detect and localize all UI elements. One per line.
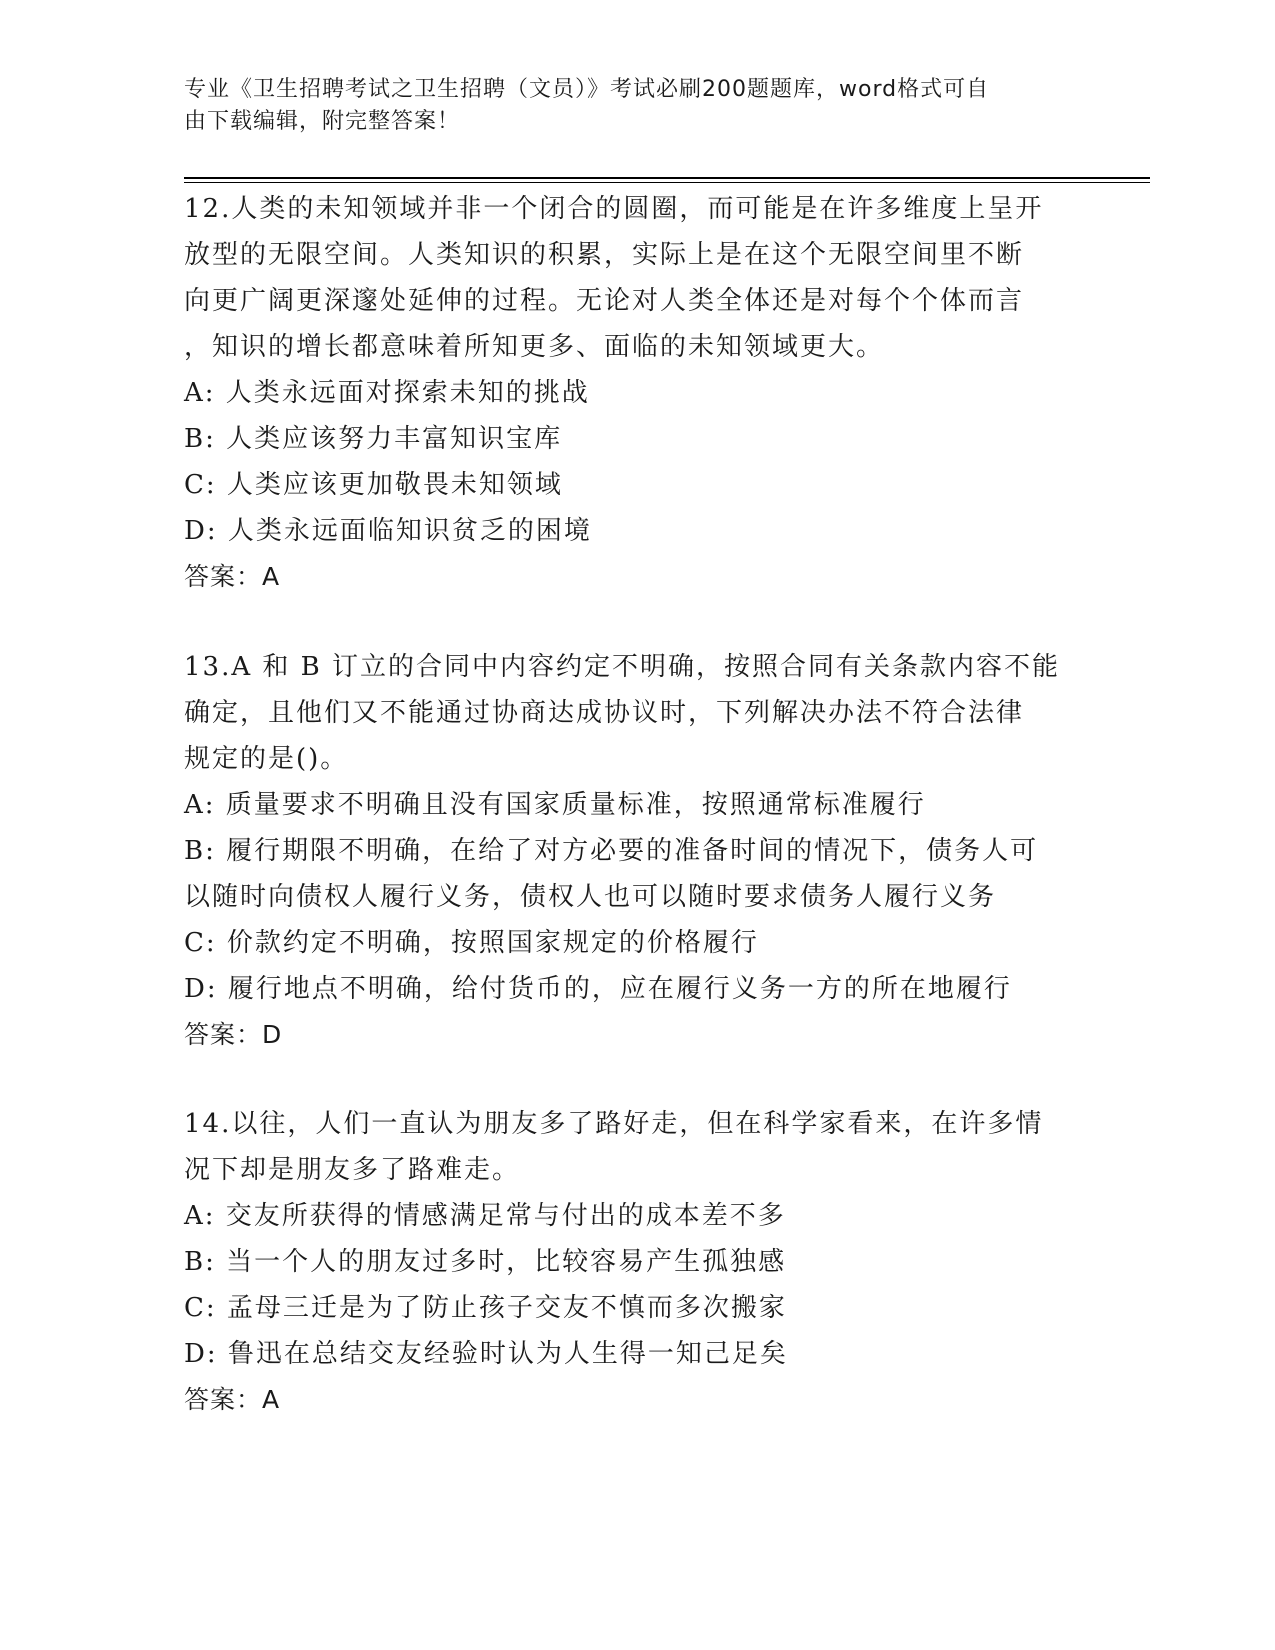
question-stem-line: 规定的是()。	[184, 744, 349, 774]
question-stem-line: 13.A 和 B 订立的合同中内容约定不明确，按照合同有关条款内容不能	[184, 652, 1061, 682]
option-d: D: 人类永远面临知识贫乏的困境	[184, 516, 592, 546]
option-c: C: 孟母三迁是为了防止孩子交友不慎而多次搬家	[184, 1293, 787, 1323]
question-stem-line: 向更广阔更深邃处延伸的过程。无论对人类全体还是对每个个体而言	[184, 286, 1025, 316]
question-stem-line: 放型的无限空间。人类知识的积累，实际上是在这个无限空间里不断	[184, 240, 1025, 270]
document-header: 专业《卫生招聘考试之卫生招聘（文员）》考试必刷200题题库，word格式可自 由下载编辑，附完整答案！	[184, 77, 990, 134]
option-a: A: 人类永远面对探索未知的挑战	[184, 378, 590, 408]
option-c: C: 价款约定不明确，按照国家规定的价格履行	[184, 928, 759, 958]
option-d: D: 履行地点不明确，给付货币的，应在履行义务一方的所在地履行	[184, 974, 1012, 1004]
question-stem-line: 12.人类的未知领域并非一个闭合的圆圈，而可能是在许多维度上呈开	[184, 194, 1044, 224]
question-stem-line: 14.以往，人们一直认为朋友多了路好走，但在科学家看来，在许多情	[184, 1109, 1044, 1139]
question-stem-line: ，知识的增长都意味着所知更多、面临的未知领域更大。	[184, 332, 885, 362]
option-b: B: 当一个人的朋友过多时，比较容易产生孤独感	[184, 1247, 787, 1277]
answer-line: 答案：A	[184, 1385, 281, 1414]
question-stem-line: 确定，且他们又不能通过协商达成协议时，下列解决办法不符合法律	[184, 698, 1025, 728]
header-divider-thin	[184, 182, 1150, 183]
option-c: C: 人类应该更加敬畏未知领域	[184, 470, 563, 500]
question-13	[184, 644, 1084, 1058]
option-d: D: 鲁迅在总结交友经验时认为人生得一知己足矣	[184, 1339, 788, 1369]
option-b: B: 履行期限不明确，在给了对方必要的准备时间的情况下，债务人可	[184, 836, 1039, 866]
option-b-continued: 以随时向债权人履行义务，债权人也可以随时要求债务人履行义务	[184, 882, 997, 912]
answer-line: 答案：A	[184, 562, 281, 591]
question-stem-line: 况下却是朋友多了路难走。	[184, 1155, 521, 1185]
header-divider-thick	[184, 177, 1150, 179]
option-a: A: 交友所获得的情感满足常与付出的成本差不多	[184, 1201, 786, 1231]
option-a: A: 质量要求不明确且没有国家质量标准，按照通常标准履行	[184, 790, 926, 820]
question-14	[184, 1101, 1084, 1423]
question-12	[184, 186, 1084, 600]
option-b: B: 人类应该努力丰富知识宝库	[184, 424, 563, 454]
answer-line: 答案：D	[184, 1020, 283, 1049]
